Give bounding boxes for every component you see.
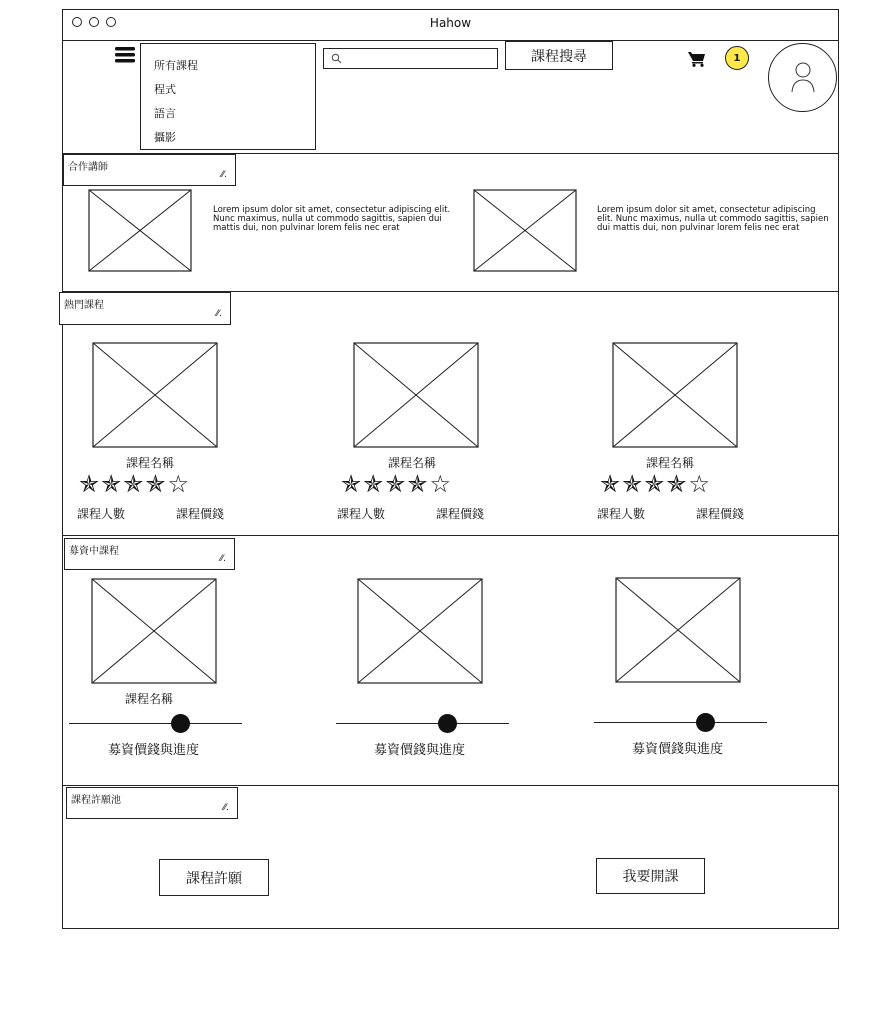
star-filled-icon: ✯ [622,470,645,498]
funding-progress-slider [69,714,242,734]
slider-knob [696,713,715,732]
instructor-image-placeholder [473,189,577,272]
open-course-button[interactable]: 我要開課 [596,858,705,894]
star-filled-icon: ✯ [101,470,124,498]
course-image-placeholder[interactable] [91,578,217,684]
course-name[interactable]: 課程名稱 [646,456,695,470]
star-empty-icon: ☆ [688,470,712,498]
cart-count-badge: 1 [725,46,749,70]
star-filled-icon: ✯ [407,470,430,498]
star-rating [341,470,453,498]
funding-caption: 募資價錢與進度 [374,743,466,758]
hamburger-menu-icon[interactable] [115,46,137,64]
funding-progress-slider [336,714,509,734]
course-name[interactable]: 課程名稱 [388,456,437,470]
instructor-image-placeholder [88,189,192,272]
search-icon [331,53,342,64]
star-filled-icon: ✯ [79,470,102,498]
slider-knob [171,714,190,733]
star-filled-icon: ✯ [363,470,386,498]
menu-item-programming[interactable]: 程式 [154,83,176,96]
star-filled-icon: ✯ [341,470,364,498]
wish-course-button[interactable]: 課程許願 [159,859,269,896]
cart-icon[interactable] [688,51,706,67]
star-filled-icon: ✯ [600,470,623,498]
divider [63,535,838,536]
course-price: 課程價錢 [436,507,485,521]
slider-knob [438,714,457,733]
menu-item-language[interactable]: 語言 [154,107,176,120]
user-icon [789,61,817,95]
star-filled-icon: ✯ [644,470,667,498]
course-students: 課程人數 [77,507,126,521]
funding-progress-slider [594,713,767,733]
search-input[interactable] [346,50,495,68]
section-label-funding [64,538,235,570]
menu-item-photography[interactable]: 攝影 [154,131,176,144]
course-image-placeholder[interactable] [615,577,741,683]
funding-caption: 募資價錢與進度 [632,742,724,757]
course-image-placeholder[interactable] [612,342,738,448]
course-image-placeholder[interactable] [353,342,479,448]
divider [63,785,838,786]
star-filled-icon: ✯ [145,470,168,498]
search-box[interactable] [323,48,498,69]
section-label-instructors [63,154,236,186]
course-price: 課程價錢 [176,507,225,521]
section-label-popular [59,292,231,325]
section-label-wishpool [66,787,238,819]
window-title: Hahow [429,16,472,30]
star-filled-icon: ✯ [385,470,408,498]
slider-track [69,723,242,724]
slider-track [336,723,509,724]
instructor-description: Lorem ipsum dolor sit amet, consectetur adipiscing elit. Nunc maximus, nulla ut commodo sagittis, sapien dui mattis dui, non pulvinar lorem felis nec erat [597,205,829,233]
course-students: 課程人數 [597,507,646,521]
avatar[interactable] [768,43,837,112]
resize-grip-icon: ⁄⁄. [216,309,222,319]
course-students: 課程人數 [337,507,386,521]
course-image-placeholder[interactable] [92,342,218,448]
star-empty-icon: ☆ [167,470,191,498]
course-name[interactable]: 課程名稱 [125,692,174,706]
section-title: 募資中課程 [69,546,119,557]
course-name[interactable]: 課程名稱 [126,456,175,470]
star-rating [600,470,712,498]
resize-grip-icon: ⁄⁄. [220,554,226,564]
section-title: 熱門課程 [64,300,104,311]
search-button[interactable]: 課程搜尋 [505,41,613,70]
slider-track [594,722,767,723]
resize-grip-icon: ⁄⁄. [221,170,227,180]
section-title: 課程許願池 [71,795,121,806]
course-price: 課程價錢 [696,507,745,521]
star-empty-icon: ☆ [429,470,453,498]
category-menu [140,43,316,150]
section-title: 合作講師 [68,162,108,173]
browser-window [62,9,839,929]
star-filled-icon: ✯ [666,470,689,498]
funding-caption: 募資價錢與進度 [108,743,200,758]
star-rating [79,470,191,498]
star-filled-icon: ✯ [123,470,146,498]
course-image-placeholder[interactable] [357,578,483,684]
resize-grip-icon: ⁄⁄. [223,803,229,813]
menu-item-all-courses[interactable]: 所有課程 [154,59,198,72]
title-bar [63,10,838,41]
instructor-description: Lorem ipsum dolor sit amet, consectetur adipiscing elit. Nunc maximus, nulla ut commodo sagittis, sapien dui mattis dui, non pulvinar lorem felis nec erat [213,205,451,233]
